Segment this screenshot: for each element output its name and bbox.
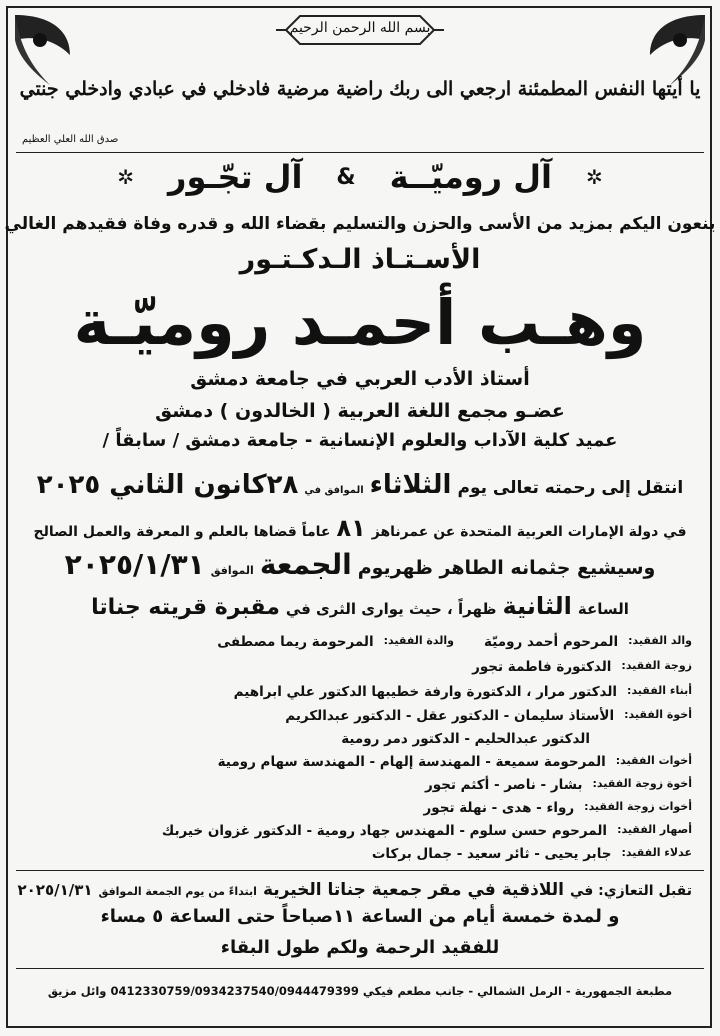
verse-source: صدق الله العلي العظيم	[22, 134, 119, 145]
relative-value: رواء - هدى - نهلة تجور	[423, 800, 575, 816]
condolence-prefix: تقبل التعازي: في	[569, 883, 692, 899]
star-icon: ✲	[585, 165, 603, 189]
closing-prayer: للفقيد الرحمة ولكم طول البقاء	[220, 937, 500, 958]
relative-label: أخوة زوجة الفقيد:	[592, 777, 692, 790]
printer-footer: مطبعة الجمهورية - الرمل الشمالي - جانب مطعم فيكي 0412330759/0934237540/0944479399 وائل مزيق	[47, 984, 673, 998]
condolence-place: اللاذقية في مقر جمعية جناتا الخيرية	[262, 880, 564, 900]
funeral-mowafeq: الموافق	[210, 564, 254, 577]
condolence-duration: و لمدة خمسة أيام من الساعة ١١صباحاً حتى الساعة ٥ مساء	[100, 906, 620, 927]
relative-value: الأستاذ سليمان - الدكتور عقل - الدكتور عبدالكريم	[285, 708, 615, 724]
death-mowafeq: الموافق في	[304, 485, 364, 496]
death-age: ٨١	[336, 514, 366, 542]
relative-value: المرحومة سميعة - المهندسة إلهام - المهندسة سهام رومية	[217, 754, 606, 770]
role-3: عميد كلية الآداب والعلوم الإنسانية - جامعة دمشق / سابقاً /	[102, 430, 618, 451]
divider	[16, 968, 704, 969]
relative-label: أخوة الفقيد:	[624, 708, 692, 721]
relative-label: أصهار الفقيد:	[617, 823, 692, 836]
death-prefix: انتقل إلى رحمته تعالى يوم	[457, 478, 684, 498]
funeral-time-suffix: ظهراً ، حيث يوارى الثرى في	[285, 600, 497, 618]
relative-value: المرحوم أحمد روميّة	[484, 634, 619, 650]
relative-label: والد الفقيد:	[628, 634, 692, 647]
family-right: آل تجّـور	[168, 158, 303, 196]
relative-label: عدلاء الفقيد:	[621, 846, 692, 859]
family-left: آل روميّــة	[389, 158, 552, 196]
intro-text: ينعون اليكم بمزيد من الأسى والحزن والتسليم بقضاء الله و قدره وفاة فقيدهم الغالي	[4, 214, 716, 234]
death-day: الثلاثاء	[369, 470, 452, 500]
relative-value: المرحوم حسن سلوم - المهندس جهاد رومية - الدكتور غزوان خيربك	[161, 823, 608, 839]
relative-value: الدكتورة فاطمة تجور	[472, 659, 612, 675]
death-date: ٢٨كانون الثاني ٢٠٢٥	[36, 470, 299, 500]
funeral-cemetery: مقبرة قريته جناتا	[91, 595, 280, 620]
relative-label: أخوات زوجة الفقيد:	[584, 800, 692, 813]
condolence-from: ابتداءً من يوم الجمعة الموافق	[98, 885, 257, 898]
relative-value: الدكتور عبدالحليم - الدكتور دمر رومية	[341, 731, 590, 747]
academic-title: الأسـتـاذ الـدكـتـور	[239, 244, 481, 275]
star-icon: ✲	[117, 165, 135, 189]
quran-verse: يا أيتها النفس المطمئنة ارجعي الى ربك راضية مرضية فادخلي في عبادي وادخلي جنتي	[19, 78, 701, 100]
relative-label: أخوات الفقيد:	[615, 754, 692, 767]
basmala: بسم الله الرحمن الرحيم	[289, 20, 431, 36]
relative-value: بشار - ناصر - أكثم تجور	[424, 777, 583, 793]
relative-label-2: والدة الفقيد:	[383, 634, 455, 647]
condolence-date: ٢٠٢٥/١/٣١	[17, 881, 93, 899]
death-place-b: عاماً قضاها بالعلم و المعرفة والعمل الصالح	[33, 524, 331, 540]
relative-label: زوجة الفقيد:	[621, 659, 692, 672]
divider	[16, 152, 704, 153]
relative-value-2: المرحومة ريما مصطفى	[217, 634, 374, 650]
relative-label: أبناء الفقيد:	[627, 684, 692, 697]
ampersand: &	[336, 164, 356, 190]
funeral-time-prefix: الساعة	[577, 600, 629, 618]
role-2: عضـو مجمع اللغة العربية ( الخالدون ) دمشق	[155, 400, 565, 422]
funeral-time: الثانية	[502, 592, 572, 620]
role-1: أستاذ الأدب العربي في جامعة دمشق	[190, 368, 530, 390]
deceased-name: وهـب أحمـد روميّـة	[73, 286, 647, 359]
funeral-day: الجمعة	[259, 548, 352, 581]
funeral-date: ٢٠٢٥/١/٣١	[64, 548, 205, 581]
funeral-prefix: وسيشيع جثمانه الطاهر ظهريوم	[357, 557, 656, 579]
relative-value: الدكتور مرار ، الدكتورة وارفة خطيبها الدكتور علي ابراهيم	[233, 684, 618, 700]
death-place-a: في دولة الإمارات العربية المتحدة عن عمرناهز	[371, 524, 687, 540]
divider	[16, 870, 704, 871]
relative-value: جابر يحيى - ثائر سعيد - جمال بركات	[371, 846, 612, 862]
